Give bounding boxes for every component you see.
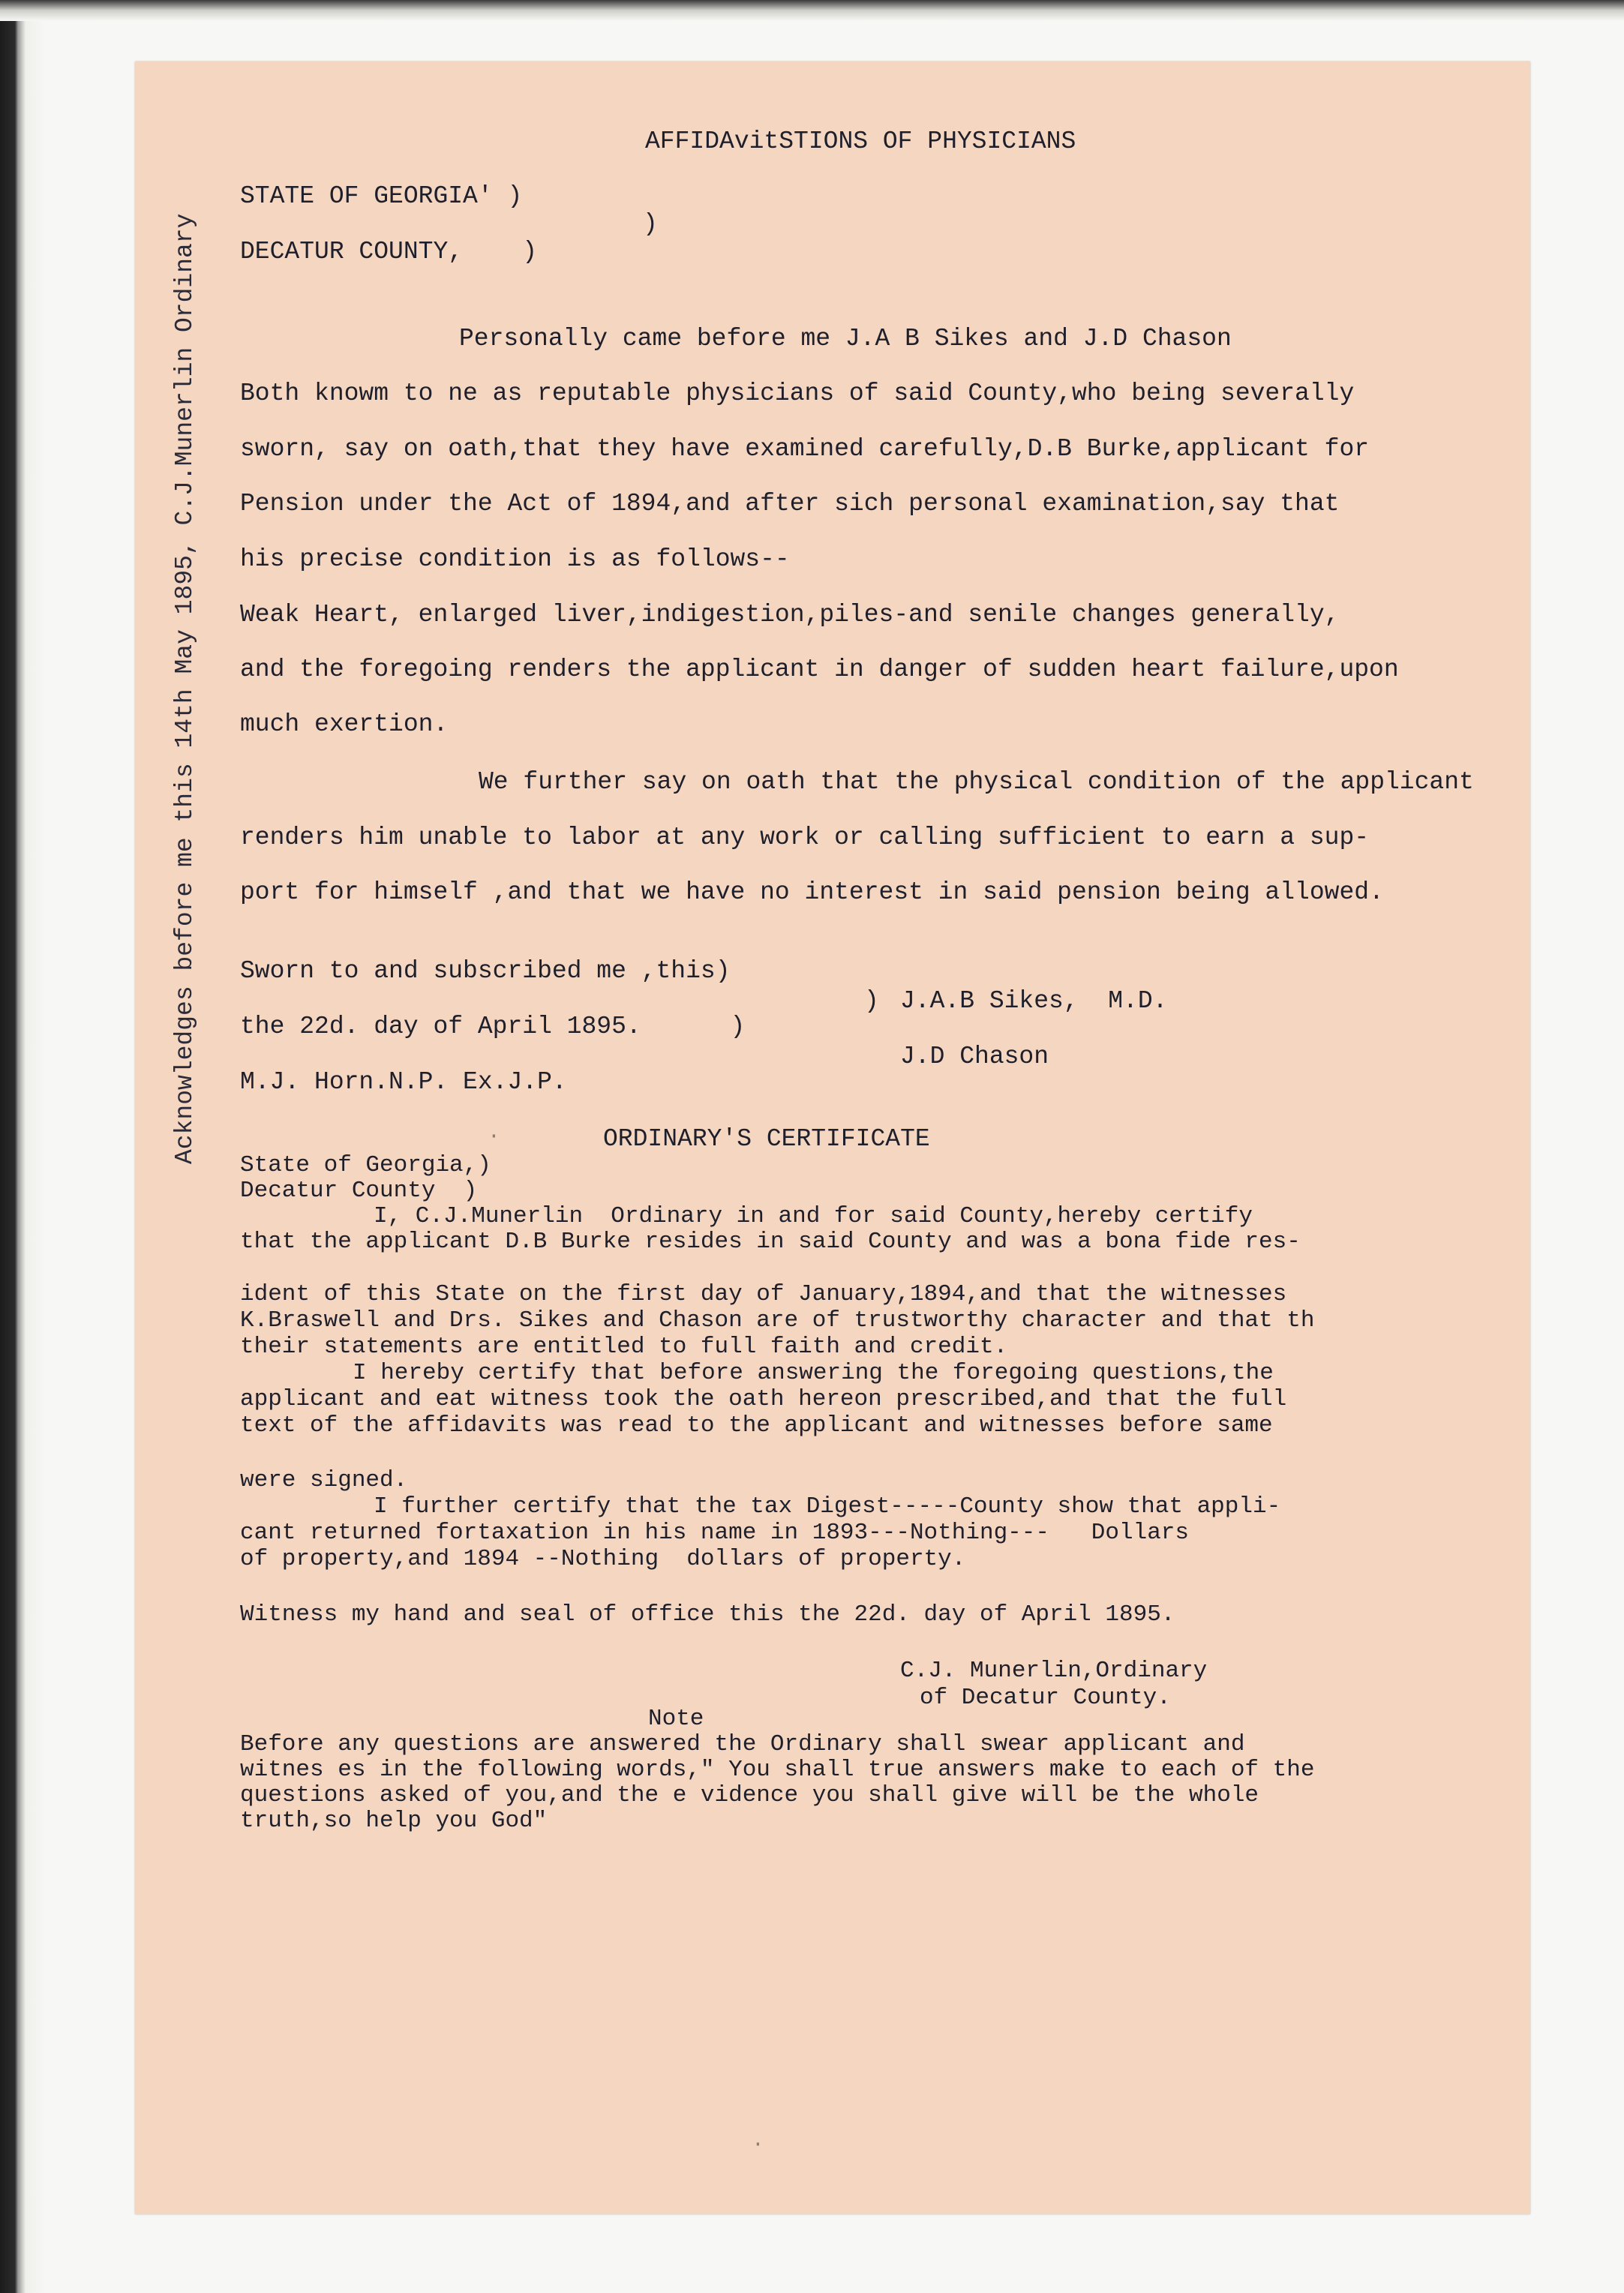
certificate-line-2: that the applicant D.B Burke resides in said County and was a bona fide res- bbox=[240, 1229, 1301, 1255]
body-line-5: his precise condition is as follows-- bbox=[240, 545, 790, 573]
scan-top-edge bbox=[0, 0, 1624, 21]
certificate-line-1: I, C.J.Munerlin Ordinary in and for said County,hereby certify bbox=[374, 1203, 1253, 1229]
certificate-line-5: their statements are entitled to full faith and credit. bbox=[240, 1334, 1008, 1360]
certificate-line-11: cant returned fortaxation in his name in 1893---Nothing--- Dollars bbox=[240, 1520, 1190, 1546]
certificate-line-7: applicant and eat witness took the oath hereon prescribed,and that the full bbox=[240, 1386, 1287, 1412]
sidebar-acknowledgement: Acknowledges before me this 14th May 1895, C.J.Munerlin Ordinary bbox=[171, 213, 199, 1164]
body-line-7: and the foregoing renders the applicant in danger of sudden heart failure,upon bbox=[240, 656, 1399, 683]
certificate-line-12: of property,and 1894 --Nothing dollars of property. bbox=[240, 1546, 966, 1572]
note-line-4: truth,so help you God" bbox=[240, 1808, 548, 1834]
ordinary-signature-2: of Decatur County. bbox=[920, 1685, 1171, 1711]
note-line-2: witnes es in the following words," You shall true answers make to each of the bbox=[240, 1757, 1315, 1783]
caption-state: STATE OF GEORGIA' ) bbox=[240, 182, 523, 210]
caption-paren: ) bbox=[643, 210, 658, 238]
ordinary-signature-1: C.J. Munerlin,Ordinary bbox=[900, 1658, 1208, 1684]
certificate-heading: ORDINARY'S CERTIFICATE bbox=[603, 1125, 930, 1153]
note-title: Note bbox=[648, 1706, 704, 1732]
body-line-1: Personally came before me J.A B Sikes and J.D Chason bbox=[459, 325, 1232, 353]
jurat-line-2: the 22d. day of April 1895. ) bbox=[240, 1013, 746, 1040]
body-line-3: sworn, say on oath,that they have examined carefully,D.B Burke,applicant for bbox=[240, 435, 1370, 463]
body-line-6: Weak Heart, enlarged liver,indigestion,piles-and senile changes generally, bbox=[240, 601, 1340, 629]
jurat-officer: M.J. Horn.N.P. Ex.J.P. bbox=[240, 1068, 567, 1096]
affidavit-heading: AFFIDAvitSTIONS OF PHYSICIANS bbox=[645, 128, 1076, 155]
body-line-9: We further say on oath that the physical condition of the applicant bbox=[479, 768, 1474, 796]
certificate-line-3: ident of this State on the first day of January,1894,and that the witnesses bbox=[240, 1281, 1287, 1307]
certificate-line-4: K.Braswell and Drs. Sikes and Chason are of trustworthy character and that th bbox=[240, 1307, 1315, 1334]
caption-county: DECATUR COUNTY, ) bbox=[240, 238, 538, 266]
certificate-caption-state: State of Georgia,) bbox=[240, 1152, 491, 1178]
note-line-1: Before any questions are answered the Ordinary shall swear applicant and bbox=[240, 1731, 1245, 1757]
certificate-line-8: text of the affidavits was read to the applicant and witnesses before same bbox=[240, 1412, 1273, 1439]
body-line-10: renders him unable to labor at any work or calling sufficient to earn a sup- bbox=[240, 824, 1370, 851]
certificate-line-9: were signed. bbox=[240, 1467, 408, 1493]
dot-mark-bottom: · bbox=[752, 2133, 764, 2156]
body-line-8: much exertion. bbox=[240, 710, 449, 738]
body-line-2: Both knowm to ne as reputable physicians of said County,who being severally bbox=[240, 380, 1355, 407]
certificate-witness-line: Witness my hand and seal of office this the 22d. day of April 1895. bbox=[240, 1601, 1175, 1628]
certificate-caption-county: Decatur County ) bbox=[240, 1178, 478, 1204]
certificate-line-6: I hereby certify that before answering the foregoing questions,the bbox=[353, 1360, 1274, 1386]
dot-mark: · bbox=[488, 1125, 500, 1148]
signature-sikes: J.A.B Sikes, M.D. bbox=[900, 987, 1168, 1015]
jurat-paren: ) bbox=[864, 987, 879, 1015]
certificate-line-10: I further certify that the tax Digest-----County show that appli- bbox=[374, 1493, 1281, 1520]
body-line-11: port for himself ,and that we have no interest in said pension being allowed. bbox=[240, 878, 1384, 906]
body-line-4: Pension under the Act of 1894,and after sich personal examination,say that bbox=[240, 490, 1340, 518]
signature-chason: J.D Chason bbox=[900, 1043, 1049, 1070]
note-line-3: questions asked of you,and the e vidence you shall give will be the whole bbox=[240, 1782, 1259, 1808]
jurat-line-1: Sworn to and subscribed me ,this) bbox=[240, 957, 731, 985]
document-page bbox=[135, 62, 1530, 2214]
